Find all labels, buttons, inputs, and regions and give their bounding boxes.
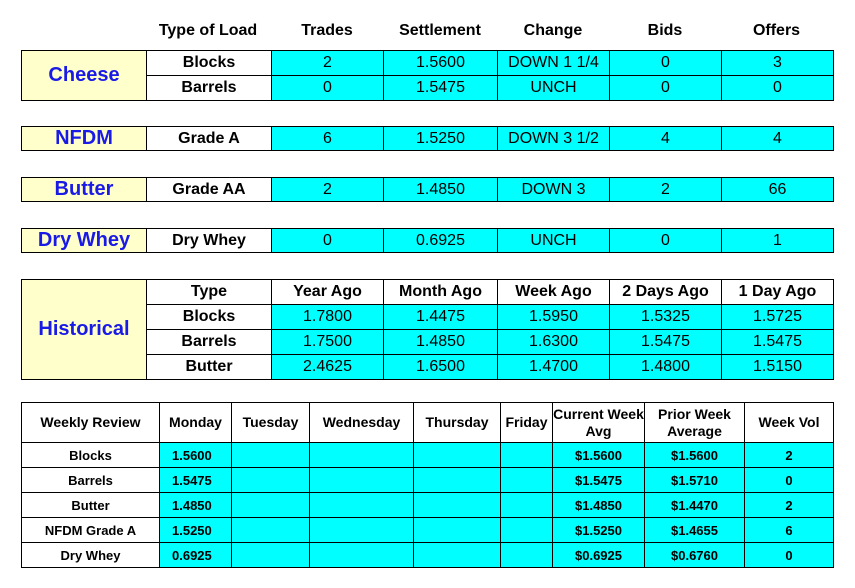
weekly-prior: $1.4655 bbox=[645, 518, 745, 543]
nfdm-label: NFDM bbox=[22, 127, 147, 151]
weekly-current: $1.4850 bbox=[553, 493, 645, 518]
cheese-row-type: Blocks bbox=[147, 51, 272, 76]
historical-cell: 1.7500 bbox=[272, 330, 384, 355]
historical-header-2-days-ago: 2 Days Ago bbox=[610, 280, 722, 305]
weekly-friday bbox=[501, 518, 553, 543]
header-bids: Bids bbox=[647, 22, 683, 39]
weekly-vol: 0 bbox=[745, 468, 834, 493]
nfdm-type: Grade A bbox=[147, 127, 272, 151]
weekly-current: $1.5475 bbox=[553, 468, 645, 493]
butter-settlement: 1.4850 bbox=[384, 178, 498, 202]
weekly-vol: 2 bbox=[745, 443, 834, 468]
historical-cell: 1.4800 bbox=[610, 355, 722, 380]
weekly-header-week-vol: Week Vol bbox=[745, 403, 834, 443]
weekly-header-title: Weekly Review bbox=[22, 403, 160, 443]
historical-cell: 1.4475 bbox=[384, 305, 498, 330]
historical-cell: 1.5950 bbox=[498, 305, 610, 330]
nfdm-settlement: 1.5250 bbox=[384, 127, 498, 151]
historical-header-1-day-ago: 1 Day Ago bbox=[722, 280, 834, 305]
weekly-prior: $1.5710 bbox=[645, 468, 745, 493]
weekly-prior: $1.5600 bbox=[645, 443, 745, 468]
historical-header-month-ago: Month Ago bbox=[384, 280, 498, 305]
weekly-thursday bbox=[414, 443, 501, 468]
header-settlement: Settlement bbox=[399, 22, 481, 39]
weekly-tuesday bbox=[232, 543, 310, 568]
historical-cell: 1.5325 bbox=[610, 305, 722, 330]
weekly-header-wednesday: Wednesday bbox=[310, 403, 414, 443]
weekly-thursday bbox=[414, 468, 501, 493]
weekly-monday: 1.5475 bbox=[160, 468, 232, 493]
drywhey-settlement: 0.6925 bbox=[384, 229, 498, 253]
cheese-row-trades: 2 bbox=[272, 51, 384, 76]
historical-row-type: Blocks bbox=[147, 305, 272, 330]
weekly-tuesday bbox=[232, 443, 310, 468]
weekly-header-friday: Friday bbox=[501, 403, 553, 443]
weekly-monday: 1.5250 bbox=[160, 518, 232, 543]
header-change: Change bbox=[523, 22, 583, 39]
butter-change: DOWN 3 bbox=[498, 178, 610, 202]
weekly-tuesday bbox=[232, 468, 310, 493]
weekly-header-prior-week-average: Prior Week Average bbox=[645, 403, 745, 443]
historical-cell: 1.5150 bbox=[722, 355, 834, 380]
cheese-label: Cheese bbox=[22, 51, 147, 101]
weekly-tuesday bbox=[232, 518, 310, 543]
historical-cell: 1.6300 bbox=[498, 330, 610, 355]
weekly-header-tuesday: Tuesday bbox=[232, 403, 310, 443]
historical-cell: 1.4850 bbox=[384, 330, 498, 355]
weekly-wednesday bbox=[310, 518, 414, 543]
butter-trades: 2 bbox=[272, 178, 384, 202]
weekly-monday: 0.6925 bbox=[160, 543, 232, 568]
historical-cell: 1.5475 bbox=[610, 330, 722, 355]
cheese-row-change: DOWN 1 1/4 bbox=[498, 51, 610, 76]
weekly-current: $1.5600 bbox=[553, 443, 645, 468]
weekly-tuesday bbox=[232, 493, 310, 518]
weekly-header-current-week-avg: Current Week Avg bbox=[553, 403, 645, 443]
nfdm-offers: 4 bbox=[722, 127, 834, 151]
drywhey-bids: 0 bbox=[610, 229, 722, 253]
weekly-friday bbox=[501, 493, 553, 518]
cheese-row-trades: 0 bbox=[272, 76, 384, 101]
butter-type: Grade AA bbox=[147, 178, 272, 202]
weekly-row-label: NFDM Grade A bbox=[22, 518, 160, 543]
weekly-wednesday bbox=[310, 493, 414, 518]
cheese-row-type: Barrels bbox=[147, 76, 272, 101]
butter-table bbox=[21, 177, 834, 202]
historical-cell: 1.7800 bbox=[272, 305, 384, 330]
weekly-row-label: Blocks bbox=[22, 443, 160, 468]
historical-row-type: Butter bbox=[147, 355, 272, 380]
weekly-current: $1.5250 bbox=[553, 518, 645, 543]
butter-offers: 66 bbox=[722, 178, 834, 202]
cheese-row-bids: 0 bbox=[610, 76, 722, 101]
weekly-prior: $1.4470 bbox=[645, 493, 745, 518]
header-offers: Offers bbox=[752, 22, 801, 39]
weekly-wednesday bbox=[310, 443, 414, 468]
historical-row-type: Barrels bbox=[147, 330, 272, 355]
historical-cell: 1.6500 bbox=[384, 355, 498, 380]
weekly-thursday bbox=[414, 543, 501, 568]
weekly-monday: 1.5600 bbox=[160, 443, 232, 468]
drywhey-offers: 1 bbox=[722, 229, 834, 253]
weekly-vol: 2 bbox=[745, 493, 834, 518]
header-trades: Trades bbox=[301, 22, 353, 39]
weekly-prior: $0.6760 bbox=[645, 543, 745, 568]
weekly-friday bbox=[501, 543, 553, 568]
historical-table bbox=[21, 279, 834, 380]
weekly-row-label: Butter bbox=[22, 493, 160, 518]
weekly-monday: 1.4850 bbox=[160, 493, 232, 518]
cheese-table bbox=[21, 50, 834, 101]
butter-bids: 2 bbox=[610, 178, 722, 202]
historical-cell: 1.5725 bbox=[722, 305, 834, 330]
drywhey-type: Dry Whey bbox=[147, 229, 272, 253]
weekly-row-label: Barrels bbox=[22, 468, 160, 493]
weekly-thursday bbox=[414, 493, 501, 518]
nfdm-trades: 6 bbox=[272, 127, 384, 151]
historical-cell: 1.5475 bbox=[722, 330, 834, 355]
historical-cell: 1.4700 bbox=[498, 355, 610, 380]
weekly-vol: 6 bbox=[745, 518, 834, 543]
cheese-row-offers: 3 bbox=[722, 51, 834, 76]
butter-label: Butter bbox=[22, 178, 147, 202]
weekly-row-label: Dry Whey bbox=[22, 543, 160, 568]
weekly-friday bbox=[501, 443, 553, 468]
weekly-wednesday bbox=[310, 468, 414, 493]
historical-header-type: Type bbox=[147, 280, 272, 305]
nfdm-table bbox=[21, 126, 834, 151]
weekly-thursday bbox=[414, 518, 501, 543]
historical-cell: 2.4625 bbox=[272, 355, 384, 380]
drywhey-trades: 0 bbox=[272, 229, 384, 253]
cheese-row-settlement: 1.5475 bbox=[384, 76, 498, 101]
cheese-row-change: UNCH bbox=[498, 76, 610, 101]
historical-header-week-ago: Week Ago bbox=[498, 280, 610, 305]
weekly-wednesday bbox=[310, 543, 414, 568]
drywhey-label: Dry Whey bbox=[22, 229, 147, 253]
weekly-header-thursday: Thursday bbox=[414, 403, 501, 443]
weekly-current: $0.6925 bbox=[553, 543, 645, 568]
historical-label: Historical bbox=[22, 280, 147, 380]
cheese-row-settlement: 1.5600 bbox=[384, 51, 498, 76]
weekly-review-table bbox=[21, 402, 834, 568]
historical-header-year-ago: Year Ago bbox=[272, 280, 384, 305]
weekly-header-monday: Monday bbox=[160, 403, 232, 443]
drywhey-table bbox=[21, 228, 834, 253]
cheese-row-bids: 0 bbox=[610, 51, 722, 76]
drywhey-change: UNCH bbox=[498, 229, 610, 253]
nfdm-bids: 4 bbox=[610, 127, 722, 151]
weekly-friday bbox=[501, 468, 553, 493]
weekly-vol: 0 bbox=[745, 543, 834, 568]
header-type-of-load: Type of Load bbox=[158, 22, 258, 39]
cheese-row-offers: 0 bbox=[722, 76, 834, 101]
nfdm-change: DOWN 3 1/2 bbox=[498, 127, 610, 151]
